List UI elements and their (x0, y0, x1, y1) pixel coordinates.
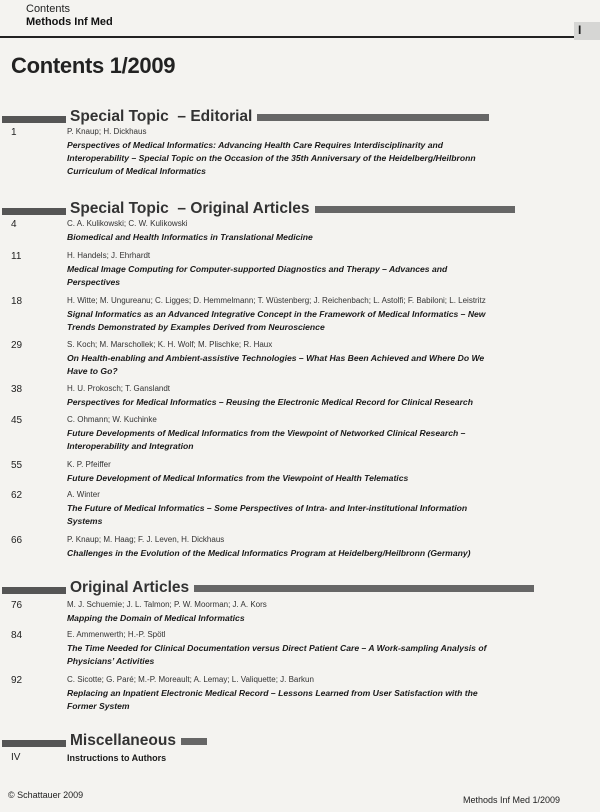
entry-title: Replacing an Inpatient Electronic Medical Record – Lessons Learned from User Satisfaction with the Former System (67, 688, 478, 711)
entry-page-number: 38 (11, 384, 23, 395)
section-bar-left (2, 116, 66, 123)
section-header-special-topic-original-articles (0, 202, 560, 220)
entry-authors: M. J. Schuemie; J. L. Talmon; P. W. Moorman; J. A. Kors (67, 600, 267, 609)
entry-authors: P. Knaup; H. Dickhaus (67, 127, 147, 136)
running-header-journal: Methods Inf Med (26, 16, 113, 28)
entry-page-number: 76 (11, 600, 23, 611)
entry-page-number: 62 (11, 490, 23, 501)
page-title: Contents 1/2009 (11, 53, 176, 78)
entry-authors: C. Sicotte; G. Paré; M.-P. Moreault; A. Lemay; L. Valiquette; J. Barkun (67, 675, 314, 684)
header-rule (0, 36, 574, 38)
entry-authors: K. P. Pfeiffer (67, 460, 111, 469)
entry-page-number: 55 (11, 460, 23, 471)
entry-authors: C. Ohmann; W. Kuchinke (67, 415, 157, 424)
entry-title: Perspectives of Medical Informatics: Advancing Health Care Requires Interdisciplinarity and Interoperability – Special Topic on the Occasion of the 35th Anniversary of the Heidelberg/Heilbronn Curriculum of Medical Informatics (67, 140, 476, 176)
page-tab (574, 22, 600, 40)
section-title-main: Special Topic (70, 200, 169, 217)
section-title-sub: – Editorial (177, 108, 253, 125)
section-title-sub: – Original Articles (177, 200, 310, 217)
section-title-main: Original Articles (70, 579, 190, 596)
section-title (70, 732, 207, 750)
entry-title: The Time Needed for Clinical Documentation versus Direct Patient Care – A Work-sampling Analysis of Physicians’ Activities (67, 643, 487, 666)
section-header-miscellaneous (0, 734, 560, 752)
entry-title: Biomedical and Health Informatics in Translational Medicine (67, 232, 313, 242)
entry-page-number: 18 (11, 296, 23, 307)
section-bar-left (2, 208, 66, 215)
section-title-main: Miscellaneous (70, 732, 176, 749)
section-header-special-topic-editorial (0, 110, 560, 128)
entry-title: Mapping the Domain of Medical Informatics (67, 613, 245, 623)
running-header-section: Contents (26, 3, 71, 15)
entry-authors: H. U. Prokosch; T. Ganslandt (67, 384, 171, 393)
section-bar-left (2, 740, 66, 747)
entry-page-number: 92 (11, 675, 23, 686)
entry-title: Future Developments of Medical Informatics from the Viewpoint of Networked Clinical Research – Interoperability and Integration (67, 428, 466, 451)
entry-page-number: 1 (11, 127, 17, 138)
footer-issue: Methods Inf Med 1/2009 (463, 795, 561, 805)
section-title-main: Special Topic (70, 108, 169, 125)
entry-page-number: IV (11, 752, 21, 763)
page-tab-label: I (578, 23, 582, 37)
entry-page-number: 11 (11, 251, 22, 262)
entry-authors: P. Knaup; M. Haag; F. J. Leven, H. Dickhaus (67, 535, 225, 544)
entry-authors: E. Ammenwerth; H.-P. Spötl (67, 630, 166, 639)
section-title (70, 579, 534, 597)
entry-page-number: 84 (11, 630, 23, 641)
entry-page-number: 29 (11, 340, 23, 351)
entry-page-number: 45 (11, 415, 23, 426)
section-bar-right (257, 114, 489, 121)
section-title (70, 108, 489, 126)
entry-title: Instructions to Authors (67, 753, 167, 763)
entry-authors: H. Witte; M. Ungureanu; C. Ligges; D. Hemmelmann; T. Wüstenberg; J. Reichenbach; L. Astolfi; F. Babiloni; L. Leistritz (67, 296, 486, 305)
entry-title: Signal Informatics as an Advanced Integrative Concept in the Framework of Medical Informatics – New Trends Demonstrated by Examples Derived from Neuroscience (67, 309, 486, 332)
entry-page-number: 4 (11, 219, 17, 230)
section-header-original-articles (0, 581, 560, 599)
entry-title: Perspectives for Medical Informatics – Reusing the Electronic Medical Record for Clinical Research (67, 397, 473, 407)
footer-copyright: © Schattauer 2009 (8, 790, 84, 800)
entry-authors: S. Koch; M. Marschollek; K. H. Wolf; M. Plischke; R. Haux (67, 340, 273, 349)
section-bar-right (181, 738, 207, 745)
entry-authors: H. Handels; J. Ehrhardt (67, 251, 151, 260)
section-bar-left (2, 587, 66, 594)
entry-authors: C. A. Kulikowski; C. W. Kulikowski (67, 219, 188, 228)
section-bar-right (315, 206, 515, 213)
entry-page-number: 66 (11, 535, 23, 546)
entry-title: Medical Image Computing for Computer-supported Diagnostics and Therapy – Advances and Perspectives (67, 264, 448, 287)
section-bar-right (194, 585, 534, 592)
entry-title: Future Development of Medical Informatics from the Viewpoint of Health Telematics (67, 473, 409, 483)
entry-authors: A. Winter (67, 490, 100, 499)
entry-title: The Future of Medical Informatics – Some Perspectives of Intra- and Inter-institutional Information Systems (67, 503, 468, 526)
section-title (70, 200, 515, 218)
entry-title: Challenges in the Evolution of the Medical Informatics Program at Heidelberg/Heilbronn (Germany) (67, 548, 471, 558)
entry-title: On Health-enabling and Ambient-assistive Technologies – What Has Been Achieved and Where Do We Have to Go? (67, 353, 485, 376)
